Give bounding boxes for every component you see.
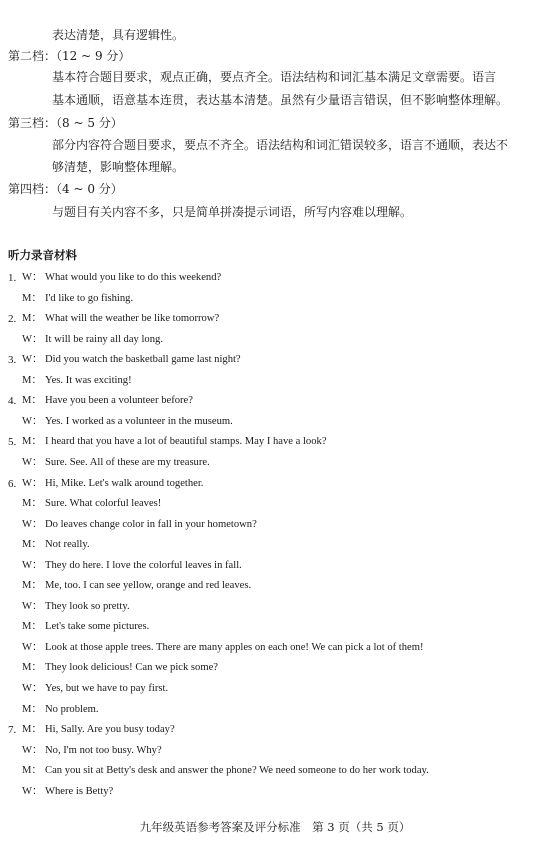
dialogue-text: Let's take some pictures. xyxy=(45,621,150,632)
dialogue-text: Where is Betty? xyxy=(45,786,114,797)
listening-title: 听力录音材料 xyxy=(8,248,77,262)
question-number: 7. xyxy=(8,724,17,736)
dialogue-text: Have you been a volunteer before? xyxy=(45,395,193,406)
speaker-label: M： xyxy=(22,436,43,447)
dialogue-text: Yes. It was exciting! xyxy=(45,375,132,386)
dialogue-text: They look so pretty. xyxy=(45,601,130,612)
dialogue-text: Yes. I worked as a volunteer in the museum. xyxy=(45,416,233,427)
speaker-label: M： xyxy=(22,580,43,591)
speaker-label: M： xyxy=(22,498,43,509)
speaker-label: W： xyxy=(22,478,43,489)
speaker-label: W： xyxy=(22,683,43,694)
band2-line-1: 基本符合题目要求，观点正确，要点齐全。语法结构和词汇基本满足文章需要。语言 xyxy=(52,70,497,84)
band2-line-2: 基本通顺，语意基本连贯，表达基本清楚。虽然有少量语言错误，但不影响整体理解。 xyxy=(52,93,509,107)
speaker-label: M： xyxy=(22,539,43,550)
dialogue-text: Yes, but we have to pay first. xyxy=(45,683,169,694)
speaker-label: W： xyxy=(22,272,43,283)
dialogue-text: Me, too. I can see yellow, orange and red leaves. xyxy=(45,580,252,591)
question-number: 2. xyxy=(8,313,17,325)
band3-line-1: 部分内容符合题目要求，要点不齐全。语法结构和词汇错误较多，语言不通顺，表达不 xyxy=(52,138,509,152)
dialogue-text: Hi, Mike. Let's walk around together. xyxy=(45,478,204,489)
dialogue-text: Sure. What colorful leaves! xyxy=(45,498,162,509)
speaker-label: M： xyxy=(22,704,43,715)
dialogue-text: Did you watch the basketball game last night? xyxy=(45,354,241,365)
speaker-label: W： xyxy=(22,560,43,571)
dialogue-text: Sure. See. All of these are my treasure. xyxy=(45,457,210,468)
speaker-label: M： xyxy=(22,375,43,386)
speaker-label: W： xyxy=(22,745,43,756)
dialogue-text: I heard that you have a lot of beautiful stamps. May I have a look? xyxy=(45,436,327,447)
dialogue-text: It will be rainy all day long. xyxy=(45,334,163,345)
speaker-label: W： xyxy=(22,601,43,612)
speaker-label: W： xyxy=(22,519,43,530)
speaker-label: M： xyxy=(22,395,43,406)
band2-heading: 第二档：（12 ~ 9 分） xyxy=(8,49,131,63)
dialogue-text: Hi, Sally. Are you busy today? xyxy=(45,724,175,735)
band4-line-1: 与题目有关内容不多，只是简单拼凑提示词语，所写内容难以理解。 xyxy=(52,205,413,219)
page-footer: 九年级英语参考答案及评分标准 第 3 页（共 5 页） xyxy=(139,820,411,834)
band3-heading: 第三档：（8 ~ 5 分） xyxy=(8,116,123,130)
speaker-label: M： xyxy=(22,662,43,673)
question-number: 1. xyxy=(8,272,17,284)
speaker-label: M： xyxy=(22,621,43,632)
rubric-band1-tail: 表达清楚，具有逻辑性。 xyxy=(52,28,185,42)
question-number: 4. xyxy=(8,395,17,407)
speaker-label: M： xyxy=(22,724,43,735)
dialogue-text: I'd like to go fishing. xyxy=(45,293,134,304)
dialogue-text: They look delicious! Can we pick some? xyxy=(45,662,218,673)
dialogue-text: Can you sit at Betty's desk and answer the phone? We need someone to do her work today. xyxy=(45,765,429,776)
band3-line-2: 够清楚，影响整体理解。 xyxy=(52,160,185,174)
dialogue-text: Do leaves change color in fall in your hometown? xyxy=(45,519,257,530)
question-number: 5. xyxy=(8,436,17,448)
band4-heading: 第四档：（4 ~ 0 分） xyxy=(8,182,123,196)
speaker-label: M： xyxy=(22,765,43,776)
speaker-label: W： xyxy=(22,416,43,427)
dialogue-text: No, I'm not too busy. Why? xyxy=(45,745,162,756)
speaker-label: M： xyxy=(22,293,43,304)
speaker-label: W： xyxy=(22,457,43,468)
question-number: 6. xyxy=(8,478,17,490)
dialogue-text: What will the weather be like tomorrow? xyxy=(45,313,220,324)
dialogue-text: Not really. xyxy=(45,539,90,550)
dialogue-text: What would you like to do this weekend? xyxy=(45,272,222,283)
speaker-label: W： xyxy=(22,334,43,345)
dialogue-text: They do here. I love the colorful leaves in fall. xyxy=(45,560,242,571)
question-number: 3. xyxy=(8,354,17,366)
speaker-label: M： xyxy=(22,313,43,324)
dialogue-text: Look at those apple trees. There are many apples on each one! We can pick a lot of them! xyxy=(45,642,424,653)
speaker-label: W： xyxy=(22,354,43,365)
dialogue-text: No problem. xyxy=(45,704,99,715)
speaker-label: W： xyxy=(22,642,43,653)
speaker-label: W： xyxy=(22,786,43,797)
